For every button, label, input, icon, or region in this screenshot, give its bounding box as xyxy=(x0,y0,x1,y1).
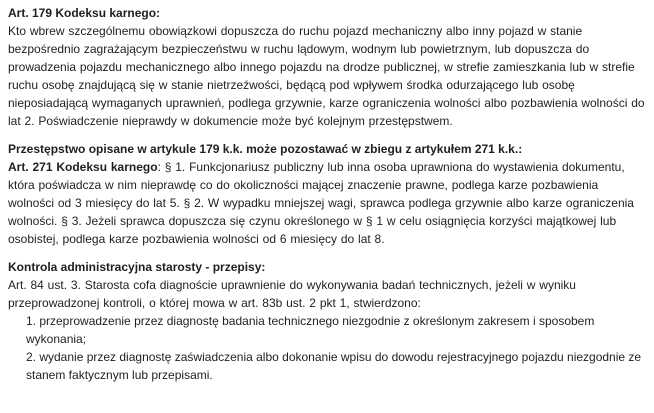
section-body: Kto wbrew szczególnemu obowiązkowi dopuszcza do ruchu pojazd mechaniczny albo inny pojazd w stanie bezpośrednio zagrażającym bezpieczeństwu w ruchu lądowym, wodnym lub powietrznym, lub dopuszcza do prowadzenia pojazdu mechanicznego albo innego pojazdu na drodze publicznej, w strefie zamieszkania lub w strefie ruchu osobę znajdującą się w stanie nietrzeźwości, będącą pod wpływem środka odurzającego lub osobę nieposiadającą wymaganych uprawnień, podlega grzywnie, karze ograniczenia wolności albo pozbawienia wolności do lat 2. Poświadczenie nieprawdy w dokumencie może być kolejnym przestępstwem. xyxy=(8,24,645,128)
section-art-179 xyxy=(8,4,646,130)
article-text: : § 1. Funkcjonariusz publiczny lub inna osoba uprawniona do wystawienia dokumentu, która poświadcza w nim nieprawdę co do okoliczności mającej znaczenie prawne, podlega karze pozbawienia wolności od 3 miesięcy do lat 5. § 2. W wypadku mniejszej wagi, sprawca podlega grzywnie albo karze ograniczenia wolności. § 3. Jeżeli sprawca dopuszcza się czynu określonego w § 1 w celu osiągnięcia korzyści majątkowej lub osobistej, podlega karze pozbawienia wolności od 6 miesięcy do lat 8. xyxy=(8,160,634,246)
section-heading: Kontrola administracyjna starosty - przepisy: xyxy=(8,260,266,274)
section-body xyxy=(8,158,646,248)
section-art-271 xyxy=(8,140,646,248)
section-heading: Art. 179 Kodeksu karnego: xyxy=(8,6,161,20)
list-item: 1. przeprowadzenie przez diagnostę badania technicznego niezgodnie z określonym zakresem i sposobem wykonania; xyxy=(26,314,595,346)
section-kontrola xyxy=(8,258,646,384)
section-body: Art. 84 ust. 3. Starosta cofa diagnoście uprawnienie do wykonywania badań technicznych, jeżeli w wyniku przeprowadzonej kontroli, o której mowa w art. 83b ust. 2 pkt 1, stwierdzono: xyxy=(8,278,576,310)
section-heading: Przestępstwo opisane w artykule 179 k.k. może pozostawać w zbiegu z artykułem 271 k.k.: xyxy=(8,142,523,156)
list-item: 2. wydanie przez diagnostę zaświadczenia albo dokonanie wpisu do dowodu rejestracyjnego pojazdu niezgodnie ze stanem faktycznym lub przepisami. xyxy=(26,350,642,382)
article-lead: Art. 271 Kodeksu karnego xyxy=(8,160,158,174)
